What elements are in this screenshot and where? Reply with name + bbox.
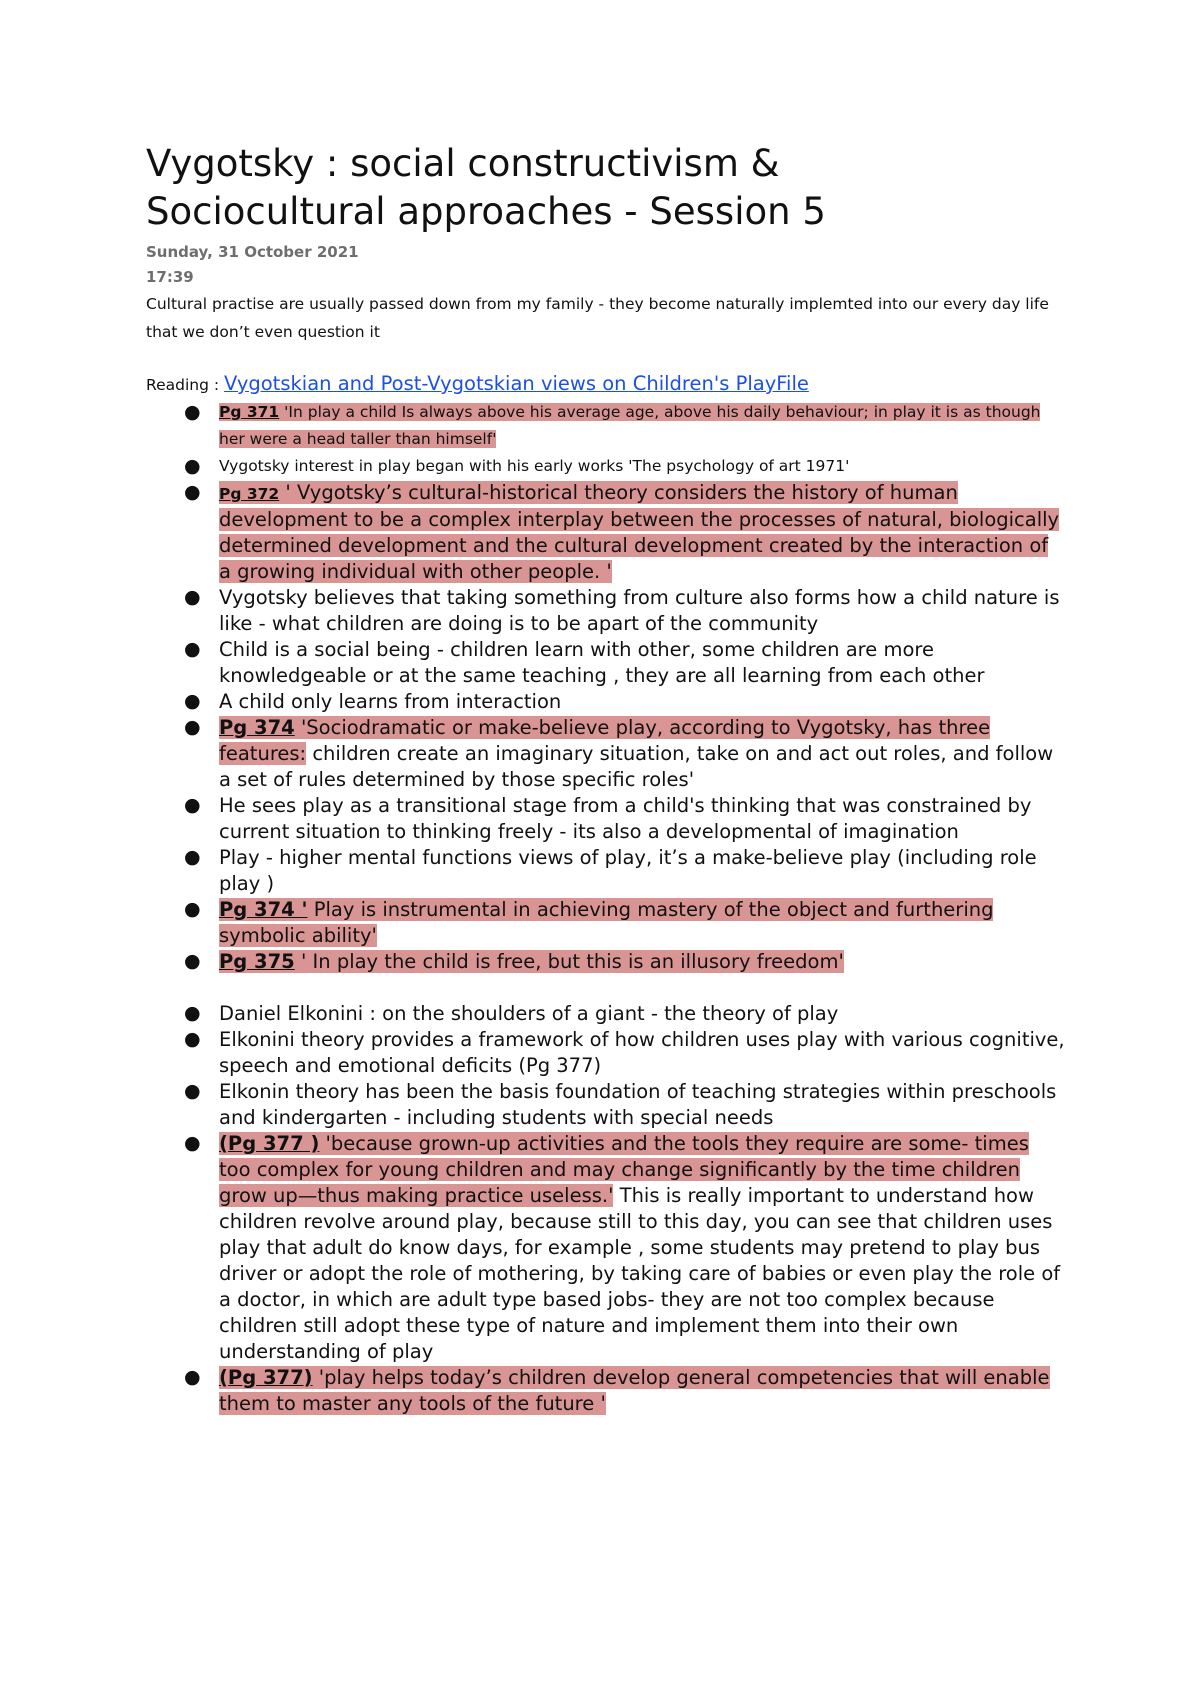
note-text: He sees play as a transitional stage from a child's thinking that was constrained by current situation to thinking freely - its also a developmental of imagination (219, 794, 1032, 843)
page-ref: Pg 372 (219, 485, 280, 503)
page-ref: (Pg 377 ) (219, 1132, 320, 1155)
bullet-icon: ● (184, 455, 201, 477)
quote-text: 'play helps today’s children develop general competencies that will enable them to master any tools of the future ' (219, 1366, 1050, 1415)
quote-text: ' Vygotsky’s cultural-historical theory considers the history of human development to be a complex interplay between the processes of natural, biologically determined development and the cultural development created by the interaction of a growing individual with other people. ' (219, 481, 1060, 583)
reading-line (146, 370, 1066, 399)
page-title (146, 140, 1066, 236)
note-text: This is really important to understand how children revolve around play, because still to this day, you can see that children uses play that adult do know days, for example , some students may pretend to play bus driver or adopt the role of mothering, by taking care of babies or even play the role of a doctor, in which are adult type based jobs- they are not too complex because children still adopt these type of nature and implement them into their own understanding of play (219, 1184, 1061, 1363)
quote-text: 'Sociodramatic or make-believe play, according to Vygotsky, has three features: (219, 716, 991, 765)
quote-text: Play is instrumental in achieving mastery of the object and furthering symbolic ability' (219, 898, 994, 947)
bullet-icon: ● (184, 1366, 201, 1388)
list-item (146, 637, 1066, 689)
spacer (146, 975, 1066, 1001)
list-item (146, 1027, 1066, 1079)
list-item (146, 1365, 1066, 1417)
reading-label: Reading : (146, 376, 220, 394)
reading-link[interactable]: Vygotskian and Post-Vygotskian views on Children's PlayFile (224, 372, 809, 395)
list-item (146, 1079, 1066, 1131)
notes-list (146, 399, 1066, 1417)
page-ref: Pg 374 ' (219, 898, 308, 921)
note-text: Vygotsky interest in play began with his early works 'The psychology of art 1971' (219, 457, 850, 475)
bullet-icon: ● (184, 846, 201, 868)
intro-paragraph: Cultural practise are usually passed down from my family - they become naturally implemted into our every day life that we don’t even question it (146, 295, 1049, 341)
bullet-icon: ● (184, 481, 201, 503)
bullet-icon: ● (184, 898, 201, 920)
list-item (146, 689, 1066, 715)
quote-text: 'because grown-up activities and the tools they require are some- times too complex for young children and may change significantly by the time children grow up—thus making practice useless.' (219, 1132, 1029, 1207)
list-item (146, 480, 1066, 585)
bullet-icon: ● (184, 716, 201, 738)
list-item (146, 399, 1066, 453)
list-item (146, 1001, 1066, 1027)
list-item (146, 453, 1066, 480)
highlighted-quote (219, 481, 1059, 583)
note-date: Sunday, 31 October 2021 (146, 243, 359, 261)
document-page (146, 140, 1066, 1417)
highlighted-quote (219, 950, 844, 973)
note-text: children create an imaginary situation, take on and act out roles, and follow a set of rules determined by those specific roles' (219, 742, 1054, 791)
page-ref: Pg 375 (219, 950, 295, 973)
bullet-icon: ● (184, 950, 201, 972)
bullet-icon: ● (184, 1132, 201, 1154)
highlighted-quote (219, 1366, 1050, 1415)
bullet-icon: ● (184, 1002, 201, 1024)
list-item (146, 897, 1066, 949)
list-item (146, 715, 1066, 793)
quote-text: 'In play a child Is always above his average age, above his daily behaviour; in play it is as though her were a head taller than himself' (219, 403, 1041, 448)
note-text: Play - higher mental functions views of play, it’s a make-believe play (including role play ) (219, 846, 1037, 895)
page-ref: Pg 371 (219, 403, 280, 421)
note-time: 17:39 (146, 268, 194, 286)
note-text: Daniel Elkonini : on the shoulders of a giant - the theory of play (219, 1002, 839, 1025)
list-item (146, 1131, 1066, 1365)
highlighted-quote (219, 403, 1040, 448)
list-item (146, 949, 1066, 975)
bullet-icon: ● (184, 1080, 201, 1102)
note-text: Child is a social being - children learn with other, some children are more knowledgeable or at the same teaching , they are all learning from each other (219, 638, 985, 687)
highlighted-quote (219, 898, 993, 947)
bullet-icon: ● (184, 638, 201, 660)
bullet-icon: ● (184, 586, 201, 608)
list-item (146, 585, 1066, 637)
note-text: A child only learns from interaction (219, 690, 562, 713)
bullet-icon: ● (184, 690, 201, 712)
quote-text: ' In play the child is free, but this is an illusory freedom' (294, 950, 844, 973)
bullet-icon: ● (184, 401, 201, 423)
note-text: Elkonini theory provides a framework of how children uses play with various cognitive, speech and emotional deficits (Pg 377) (219, 1028, 1065, 1077)
page-ref: Pg 374 (219, 716, 295, 739)
note-text: Elkonin theory has been the basis foundation of teaching strategies within preschools and kindergarten - including students with special needs (219, 1080, 1057, 1129)
title-line-1: Vygotsky : social constructivism & (146, 142, 780, 185)
page-ref: (Pg 377) (219, 1366, 313, 1389)
title-line-2: Sociocultural approaches - Session 5 (146, 190, 826, 233)
list-item (146, 793, 1066, 845)
list-item (146, 845, 1066, 897)
note-text: Vygotsky believes that taking something from culture also forms how a child nature is like - what children are doing is to be apart of the community (219, 586, 1060, 635)
bullet-icon: ● (184, 794, 201, 816)
bullet-icon: ● (184, 1028, 201, 1050)
